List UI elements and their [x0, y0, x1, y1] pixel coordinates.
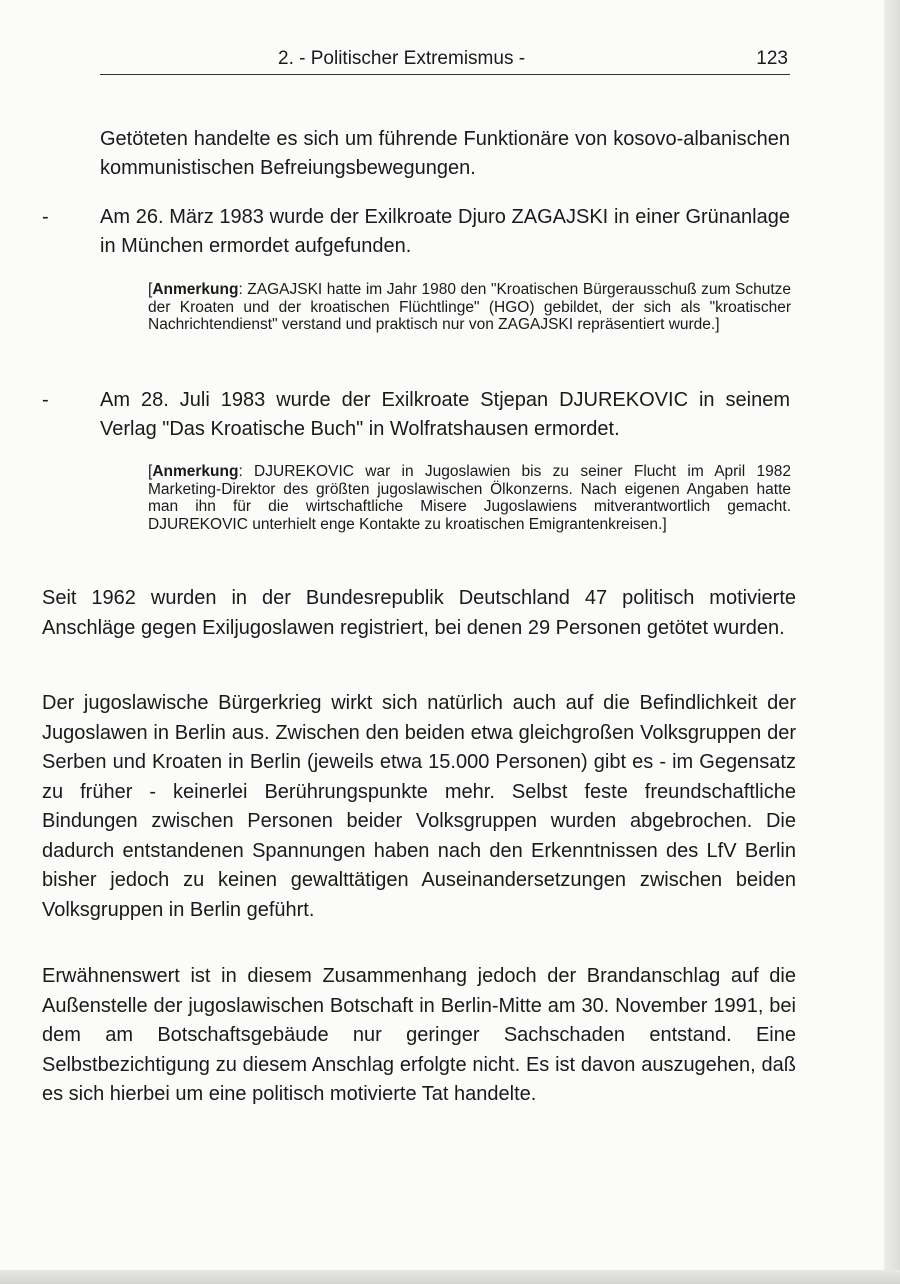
scan-edge [884, 0, 900, 1284]
page-header [100, 44, 790, 75]
note-text: : DJUREKOVIC war in Jugoslawien bis zu seiner Flucht im April 1982 Marketing-Direktor des größten jugoslawischen Ölkonzerns. Nach eigenen Angaben hatte man ihn für die wirtschaftliche Misere Jugoslawiens mitverantwortlich gemacht. DJUREKOVIC unterhielt enge Kontakte zu kroatischen Emigrantenkreisen.] [148, 463, 791, 533]
list-item-text: Am 26. März 1983 wurde der Exilkroate Djuro ZAGAJSKI in einer Grünanlage in München ermordet aufgefunden. [100, 206, 790, 257]
page-number: 123 [756, 48, 788, 69]
bullet-dash: - [42, 206, 49, 228]
annotation-note [148, 463, 791, 533]
header-title: 2. - Politischer Extremismus - [278, 48, 526, 69]
list-item-text: Am 28. Juli 1983 wurde der Exilkroate Stjepan DJUREKOVIC in seinem Verlag "Das Kroatische Buch" in Wolfratshausen ermordet. [100, 389, 790, 440]
body-paragraph: Erwähnenswert ist in diesem Zusammenhang jedoch der Brandanschlag auf die Außenstelle der jugoslawischen Botschaft in Berlin-Mitte am 30. November 1991, bei dem am Botschaftsgebäude nur geringer Sachschaden entstand. Eine Selbstbezichtigung zu diesem Anschlag erfolgte nicht. Es ist davon auszugehen, daß es sich hierbei um eine politisch motivierte Tat handelte. [42, 965, 796, 1105]
note-text: : ZAGAJSKI hatte im Jahr 1980 den "Kroatischen Bürgerausschuß zum Schutze der Kroaten und der kroatischen Flüchtlinge" (HGO) gebildet, der sich als "kroatischer Nachrichtendienst" verstand und praktisch nur von ZAGAJSKI repräsentiert wurde.] [148, 281, 791, 333]
note-label: Anmerkung [152, 281, 239, 298]
note-bracket: [ [148, 463, 153, 480]
note-bracket: [ [148, 281, 153, 298]
body-paragraph: Seit 1962 wurden in der Bundesrepublik Deutschland 47 politisch motivierte Anschläge gegen Exiljugoslawen registriert, bei denen 29 Personen getötet wurden. [42, 587, 796, 639]
intro-paragraph: Getöteten handelte es sich um führende Funktionäre von kosovo-albanischen kommunistischen Befreiungsbewegungen. [100, 128, 790, 179]
bullet-dash: - [42, 389, 49, 411]
annotation-note [148, 281, 791, 334]
note-label: Anmerkung [152, 463, 239, 480]
body-paragraph: Der jugoslawische Bürgerkrieg wirkt sich natürlich auch auf die Befindlichkeit der Jugoslawen in Berlin aus. Zwischen den beiden etwa gleichgroßen Volksgruppen der Serben und Kroaten in Berlin (jeweils etwa 15.000 Personen) gibt es - im Gegensatz zu früher - keinerlei Berührungspunkte mehr. Selbst feste freundschaftliche Bindungen zwischen Personen beider Volksgruppen wurden abgebrochen. Die dadurch entstandenen Spannungen haben nach den Erkenntnissen des LfV Berlin bisher jedoch zu keinen gewalttätigen Auseinandersetzungen zwischen beiden Volksgruppen in Berlin geführt. [42, 692, 796, 921]
scan-edge [0, 1270, 900, 1284]
